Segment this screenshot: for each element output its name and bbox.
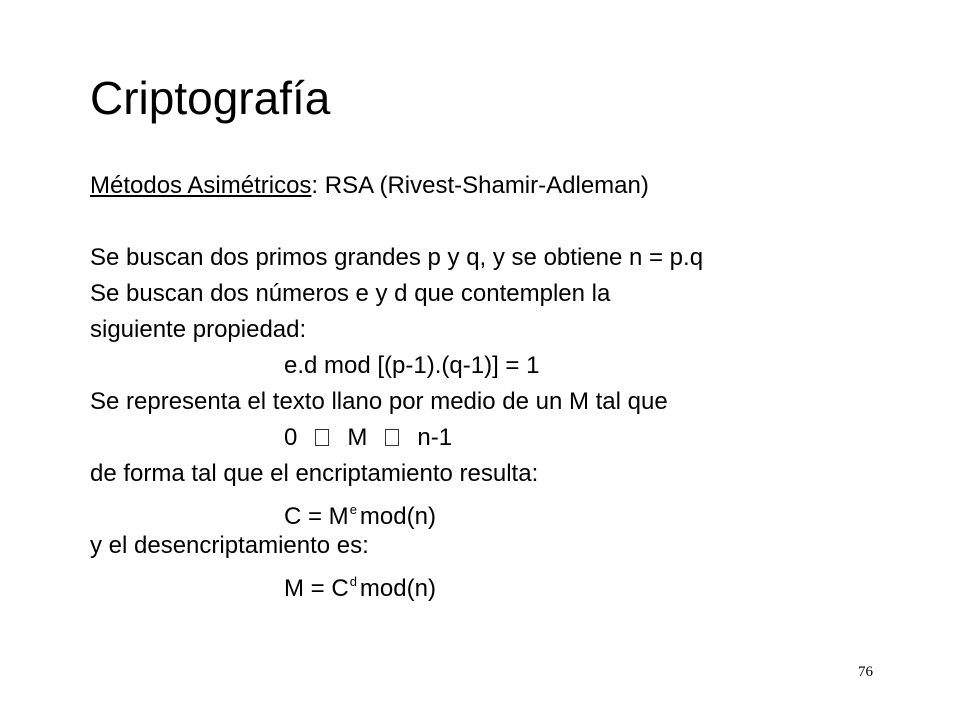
blank-spacer (90, 204, 930, 240)
decrypt-formula-base: M = C (284, 575, 349, 602)
encrypt-line: de forma tal que el encriptamiento resulta: (90, 460, 539, 487)
less-or-equal-icon (385, 429, 399, 446)
slide-body (90, 168, 930, 600)
page-number: 76 (858, 664, 873, 680)
subtitle-rest: : RSA (Rivest-Shamir-Adleman) (311, 172, 649, 199)
less-or-equal-icon (315, 429, 329, 446)
range-end: n-1 (417, 424, 453, 451)
property-formula: e.d mod [(p-1).(q-1)] = 1 (284, 352, 540, 379)
numbers-line-2: siguiente propiedad: (90, 316, 307, 343)
subtitle-line (90, 168, 930, 204)
range-start: 0 (284, 424, 298, 451)
encrypt-formula-tail: mod(n) (359, 503, 436, 530)
encrypt-formula-base: C = M (284, 503, 349, 530)
primes-line: Se buscan dos primos grandes p y q, y se obtiene n = p.q (90, 244, 704, 271)
encrypt-exponent: e (349, 502, 357, 517)
range-mid: M (347, 424, 368, 451)
decrypt-formula-tail: mod(n) (359, 575, 436, 602)
subtitle-link: Métodos Asimétricos (90, 172, 312, 199)
decrypt-formula (90, 564, 930, 600)
decrypt-line: y el desencriptamiento es: (90, 532, 369, 559)
numbers-line-1: Se buscan dos números e y d que contemplen la (90, 280, 611, 307)
range-formula (90, 420, 930, 456)
encrypt-formula (90, 492, 930, 528)
represent-line: Se representa el texto llano por medio de un M tal que (90, 388, 668, 415)
slide-title: Criptografía (90, 72, 331, 124)
decrypt-exponent: d (349, 574, 357, 589)
